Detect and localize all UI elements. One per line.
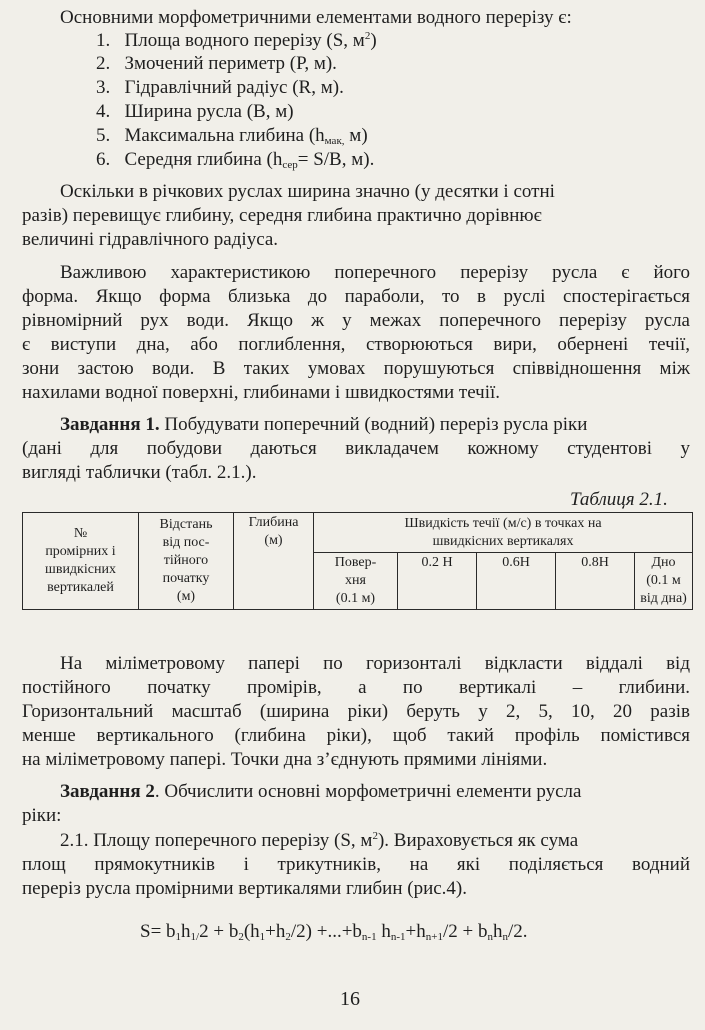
data-table: [22, 512, 693, 610]
text-line: форма. Якщо форма близька до параболи, то в руслі спостерігається: [22, 286, 690, 307]
text-line: є виступи дна, або поглиблення, створюються вири, обернені течії,: [22, 334, 690, 355]
text-line: (дані для побудови даються викладачем кожному студентові у: [22, 438, 690, 459]
text-line: ріки:: [22, 805, 62, 826]
text-line: Важливою характеристикою поперечного перерізу русла є його: [60, 262, 690, 283]
list-item: 6. Середня глибина ($h_{сер}= S/B$, м).: [96, 149, 375, 171]
text-line: вигляді таблички (табл. 2.1.).: [22, 462, 257, 483]
table-caption: Таблиця 2.1.: [570, 489, 668, 510]
header-0-2h: 0.2 Н: [398, 553, 477, 610]
header-0-8h: 0.8Н: [556, 553, 635, 610]
page-number: 16: [340, 988, 360, 1010]
area-formula: $S= b_1h_{1/}2 + b_2(h_1+h_2/2) +...+b_{n-1}$ $h_{n-1}+h_{n+1}/2 + b_nh_n/2$.: [140, 921, 528, 943]
header-depth: Глибина (м): [234, 513, 314, 610]
header-0-6h: 0.6Н: [477, 553, 556, 610]
list-item: 1. Площа водного перерізу (S, $м^2$): [96, 30, 377, 51]
text-line: переріз русла промірними вертикалями глибин (рис.4).: [22, 878, 468, 899]
header-distance: Відстань від пос- тійного початку (м): [139, 513, 234, 610]
task-2-label: Завдання 2: [60, 781, 155, 802]
text-line: нахилами водної поверхні, глибинами і швидкостями течії.: [22, 382, 501, 403]
text-line: разів) перевищує глибину, середня глибина практично дорівнює: [22, 205, 542, 226]
header-vertical-number: № промірних і швидкісних вертикалей: [23, 513, 139, 610]
text-line: зони застою води. В таких умовах порушуються співвідношення між: [22, 358, 690, 379]
text-line: площ прямокутників і трикутників, на які поділяється водний: [22, 854, 690, 875]
text-line: постійного початку промірів, а по вертикалі – глибини.: [22, 677, 690, 698]
list-item: 5. Максимальна глибина ($h_{мак,}$ м): [96, 125, 368, 147]
text-line: на міліметровому папері. Точки дна з’єднують прямими лініями.: [22, 749, 548, 770]
text-line: Завдання 1. Побудувати поперечний (водний) переріз русла ріки: [60, 414, 588, 435]
list-item: 4. Ширина русла (В, м): [96, 101, 294, 122]
text-line: На міліметровому папері по горизонталі відкласти віддалі від: [60, 653, 690, 674]
text-line: Оскільки в річкових руслах ширина значно (у десятки і сотні: [60, 181, 555, 202]
list-item: 3. Гідравлічний радіус (R, м).: [96, 77, 344, 98]
intro-line: Основними морфометричними елементами водного перерізу є:: [60, 7, 572, 28]
header-speed: Швидкість течії (м/с) в точках на швидкісних вертикалях: [314, 513, 693, 553]
task-1-label: Завдання 1.: [60, 414, 160, 435]
text-line: величині гідравлічного радіуса.: [22, 229, 279, 250]
list-item: 2. Змочений периметр (Р, м).: [96, 53, 337, 74]
text-line: 2.1. Площу поперечного перерізу (S, $м^2$). Вираховується як сума: [60, 830, 579, 851]
header-surface: Повер- хня (0.1 м): [314, 553, 398, 610]
text-line: менше вертикального (глибина ріки), щоб такий профіль помістився: [22, 725, 690, 746]
text-line: Горизонтальний масштаб (ширина ріки) беруть у 2, 5, 10, 20 разів: [22, 701, 690, 722]
text-line: рівномірний рух води. Якщо ж у межах поперечного перерізу русла: [22, 310, 690, 331]
text-line: Завдання 2. Обчислити основні морфометричні елементи русла: [60, 781, 582, 802]
header-bottom: Дно (0.1 м від дна): [635, 553, 693, 610]
